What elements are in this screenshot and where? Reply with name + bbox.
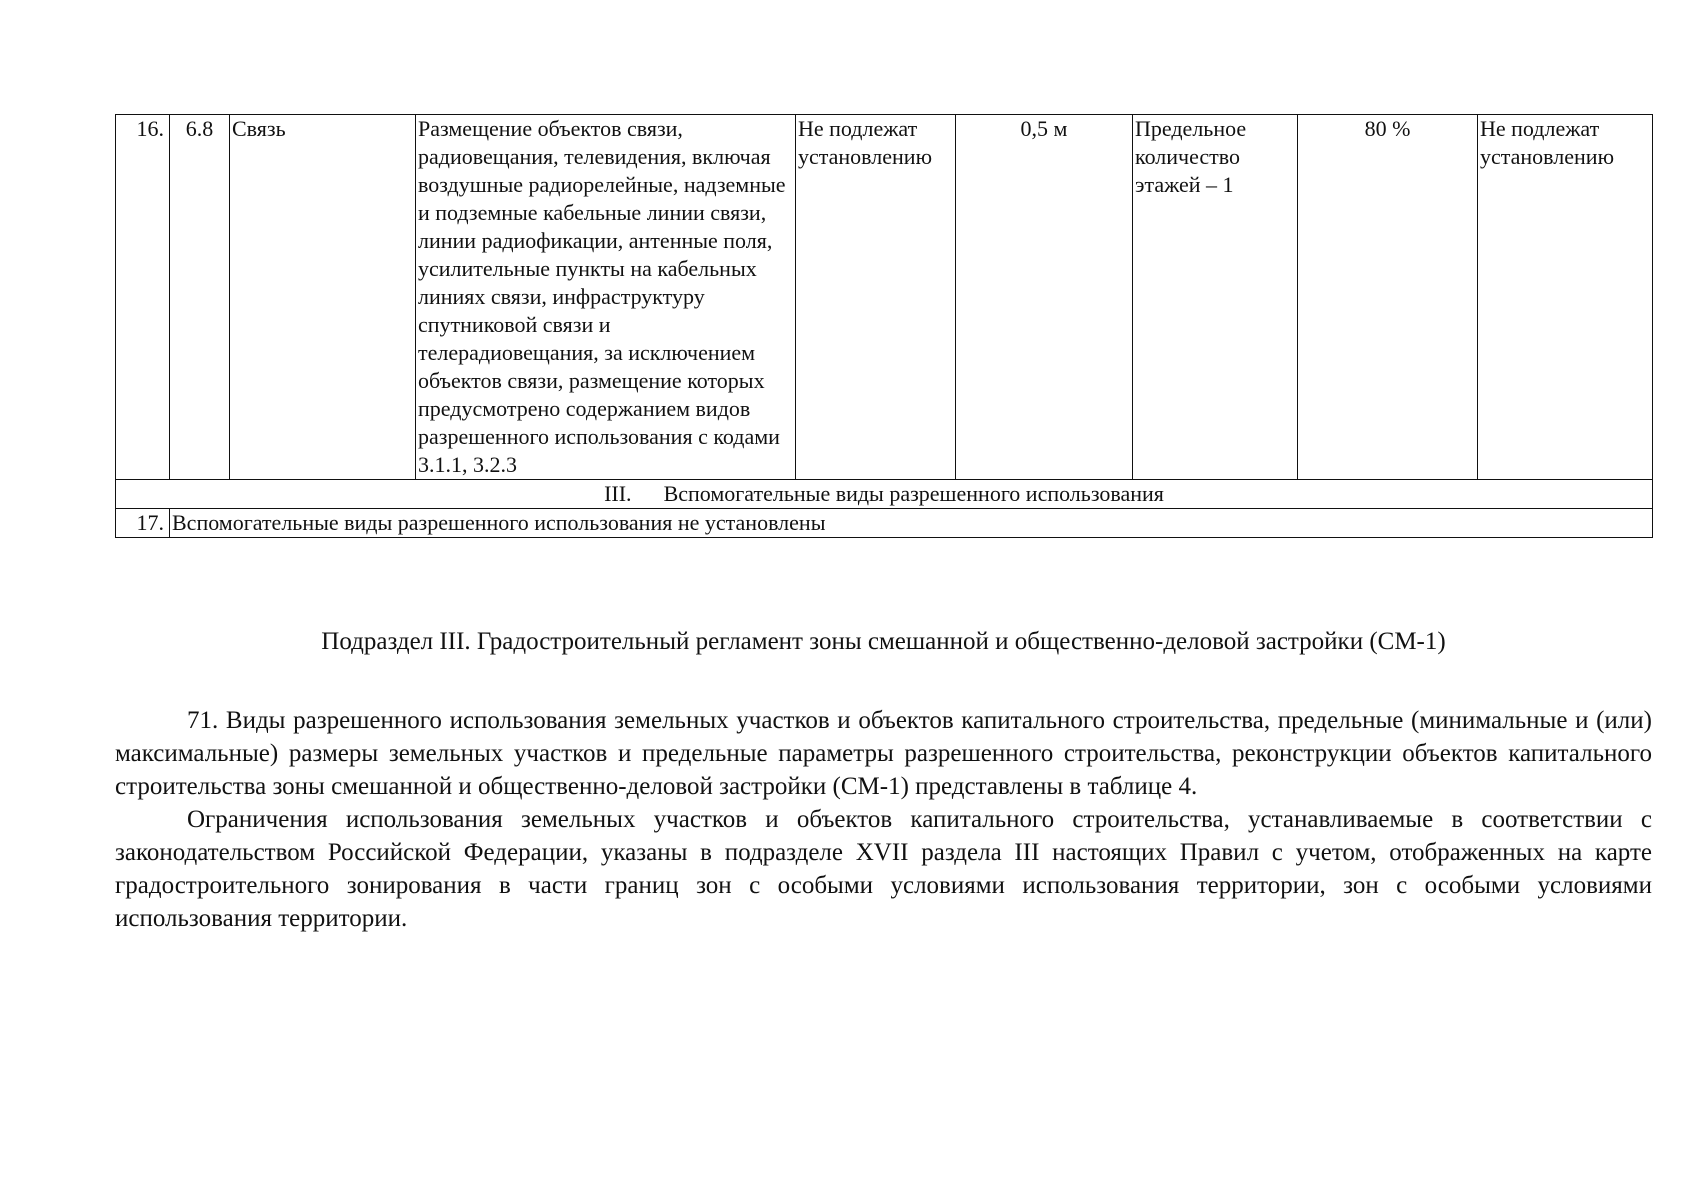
body-text [115,704,1652,935]
table-row [116,509,1653,538]
row-text: Вспомогательные виды разрешенного использования не установлены [170,509,1653,538]
use-code: 6.8 [170,115,230,480]
section-number: III. [604,481,632,506]
other-params-cell: Не подлежат установлению [1478,115,1653,480]
setback-cell: 0,5 м [956,115,1133,480]
coverage-cell: 80 % [1298,115,1478,480]
plot-size-cell: Не подлежат установлению [796,115,956,480]
row-number: 17. [116,509,170,538]
paragraph: 71. Виды разрешенного использования земельных участков и объектов капитального строительства, предельные (минимальные и (или) максимальные) размеры земельных участков и предельные параметры разрешенного строительства, реконструкции объектов капитального строительства зоны смешанной и общественно-деловой застройки (СМ-1) представлены в таблице 4. [115,707,1652,800]
floors-cell: Предельное количество этажей – 1 [1133,115,1298,480]
paragraph: Ограничения использования земельных участков и объектов капитального строительства, устанавливаемые в соответствии с законодательством Российской Федерации, указаны в подразделе XVII раздела III настоящих Правил с учетом, отображенных на карте градостроительного зонирования в части границ зон с особыми условиями использования территории, зон с особыми условиями использования территории. [115,806,1652,932]
table-section-header [116,480,1653,509]
section-header-cell [116,480,1653,509]
land-use-table [115,114,1653,538]
row-number: 16. [116,115,170,480]
table-row [116,115,1653,480]
section-title: Вспомогательные виды разрешенного использования [663,481,1164,506]
use-description: Размещение объектов связи, радиовещания, телевидения, включая воздушные радиорелейные, надземные и подземные кабельные линии связи, линии радиофикации, антенные поля, усилительные пункты на кабельных линиях связи, инфраструктуру спутниковой связи и телерадиовещания, за исключением объектов связи, размещение которых предусмотрено содержанием видов разрешенного использования с кодами 3.1.1, 3.2.3 [416,115,796,480]
use-name: Связь [230,115,416,480]
subsection-title: Подраздел III. Градостроительный регламент зоны смешанной и общественно-деловой застройки (СМ-1) [321,628,1446,655]
